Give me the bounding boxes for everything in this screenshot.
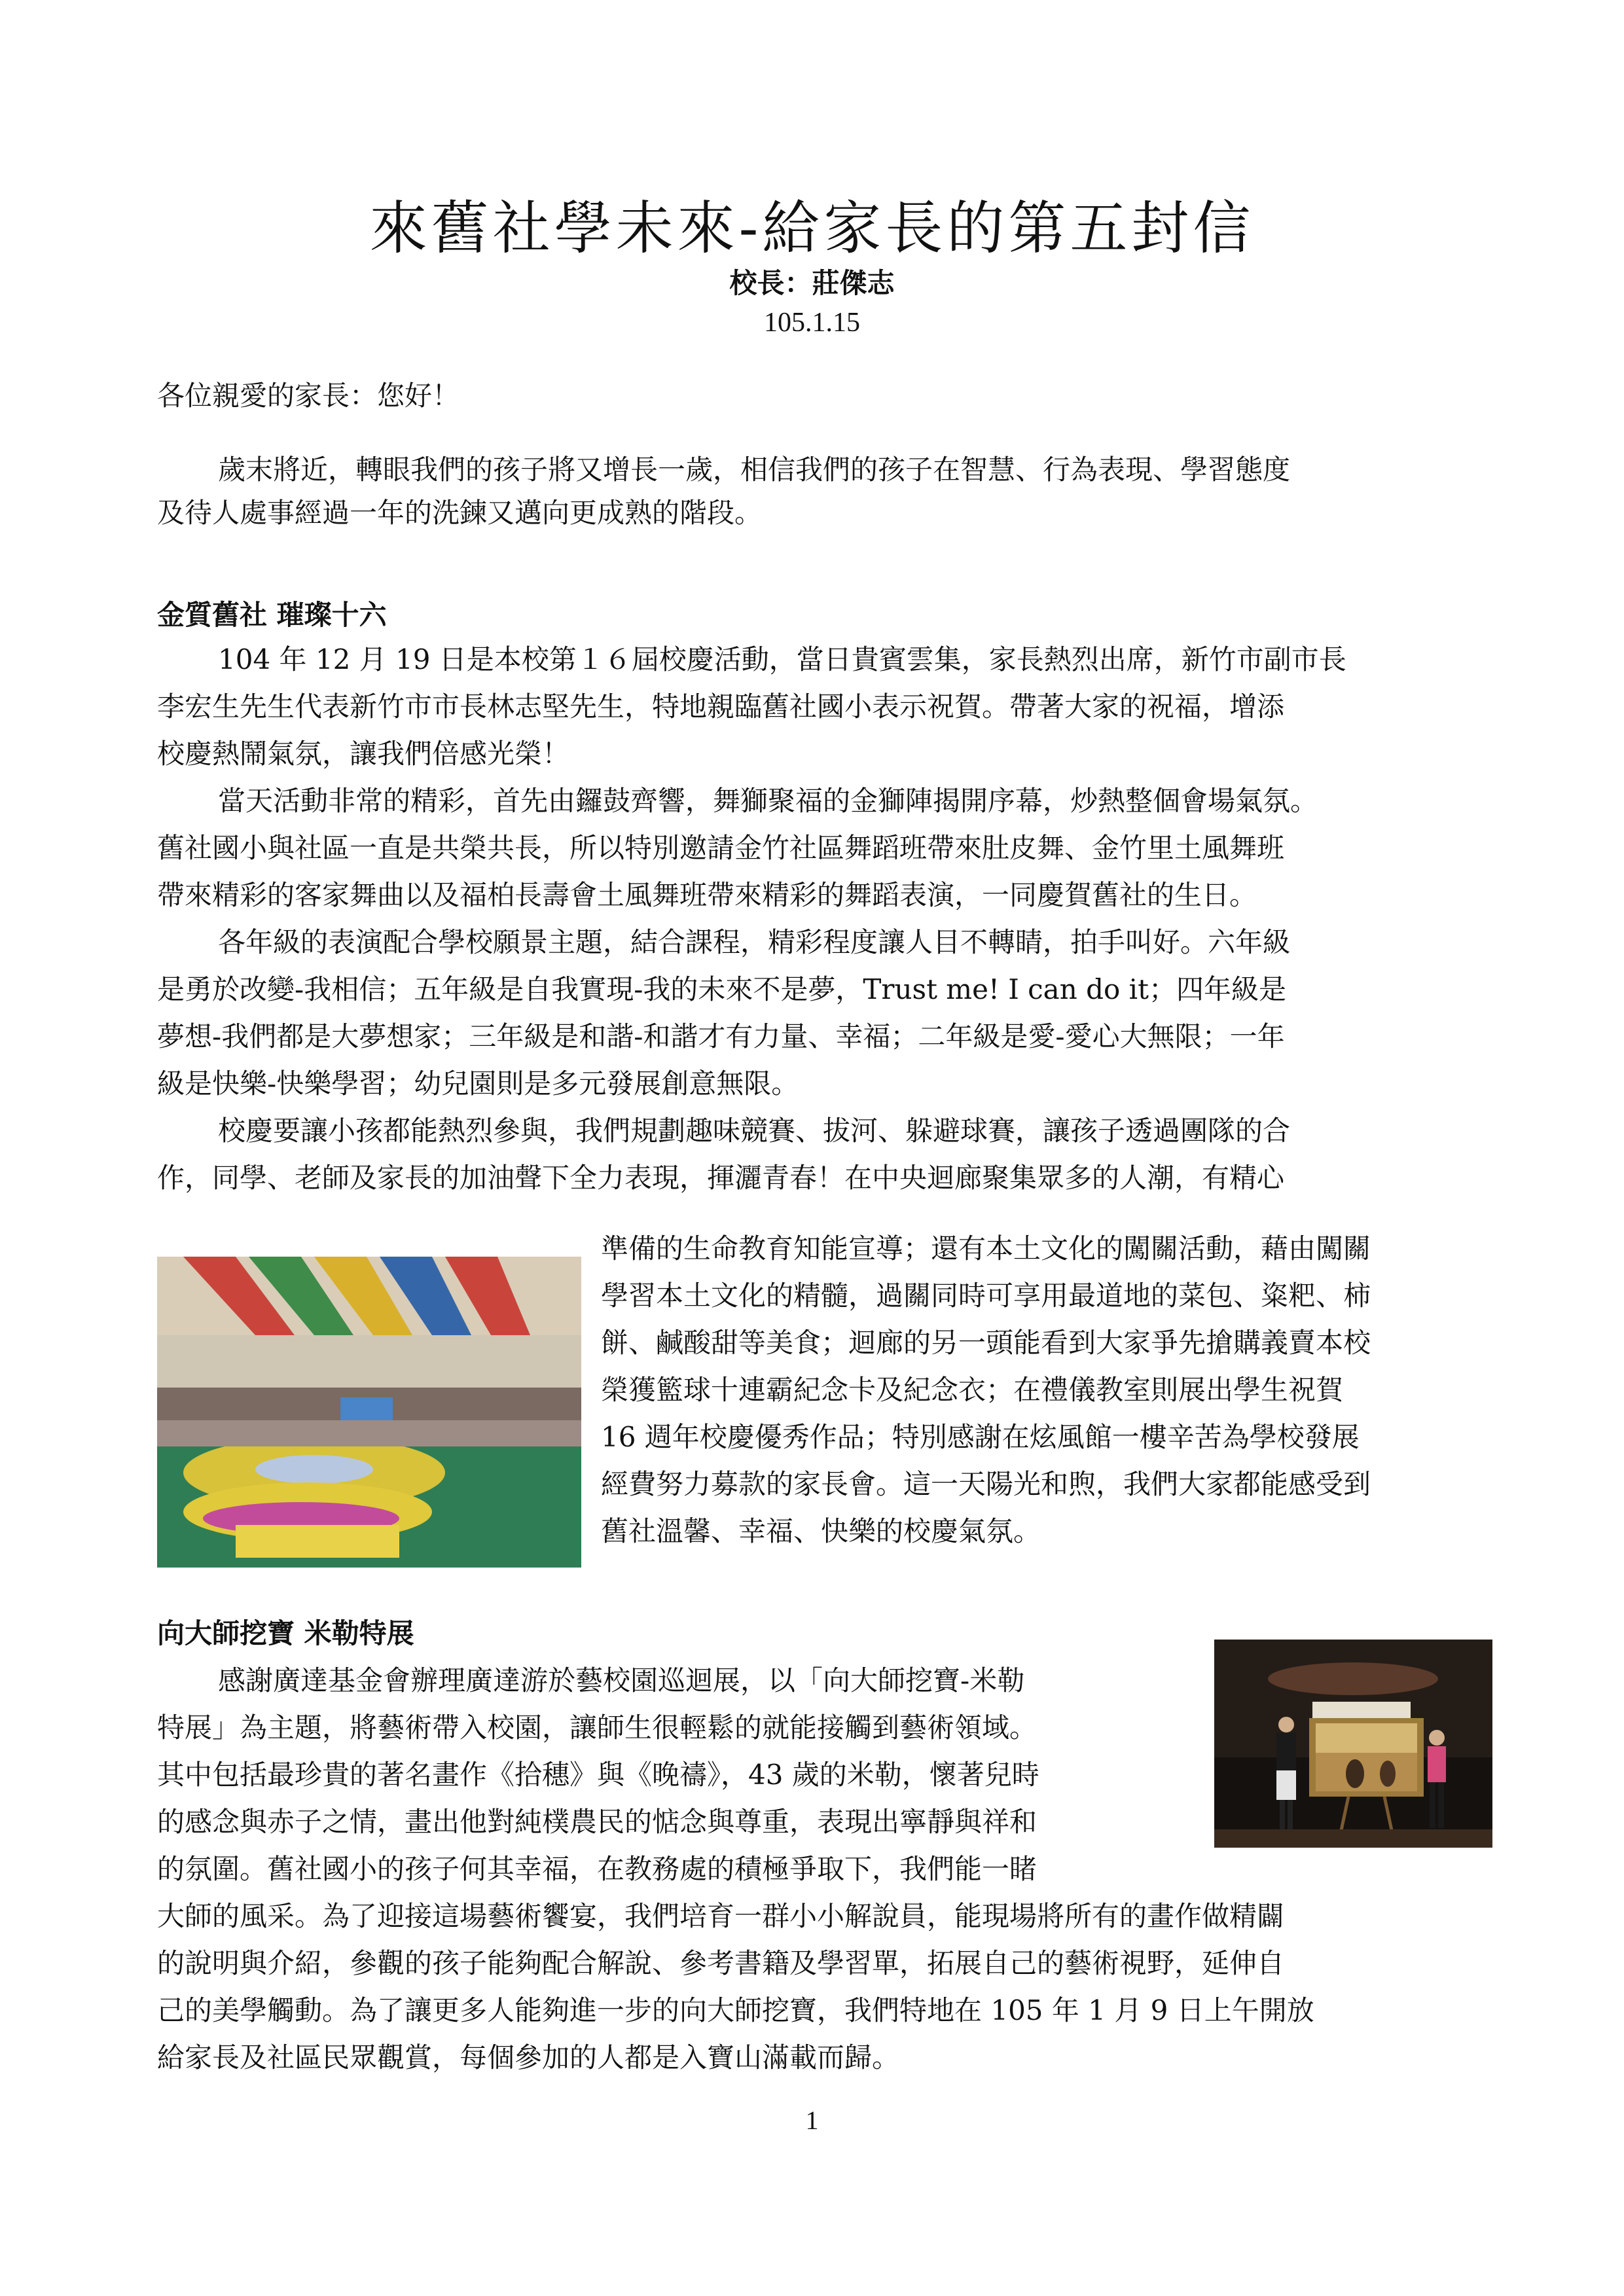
paragraph-line: 當天活動非常的精彩，首先由鑼鼓齊響，舞獅聚福的金獅陣揭開序幕，炒熱整個會場氣氛。 [218,785,1318,817]
intro-line: 歲末將近，轉眼我們的孩子將又增長一歲，相信我們的孩子在智慧、行為表現、學習態度 [218,454,1291,486]
paragraph-line: 104 年 12 月 19 日是本校第１６屆校慶活動，當日貴賓雲集，家長熱烈出席，新竹市副市長 [218,643,1346,675]
millet-exhibition-photo [1214,1640,1492,1848]
paragraph-line: 級是快樂-快樂學習；幼兒園則是多元發展創意無限。 [157,1067,799,1100]
paragraph-line: 餅、鹹酸甜等美食；迴廊的另一頭能看到大家爭先搶購義賣本校 [601,1327,1371,1359]
intro-line: 及待人處事經過一年的洗鍊又邁向更成熟的階段。 [157,497,763,529]
paragraph-line: 感謝廣達基金會辦理廣達游於藝校園巡迴展，以「向大師挖寶-米勒 [218,1664,1025,1696]
paragraph-line: 己的美學觸動。為了讓更多人能夠進一步的向大師挖寶，我們特地在 105 年 1 月 9 日上午開放 [157,1994,1314,2026]
paragraph-line: 的說明與介紹，參觀的孩子能夠配合解說、參考書籍及學習單，拓展自己的藝術視野，延伸自 [157,1947,1285,1979]
page-title: 來舊社學未來-給家長的第五封信 [369,194,1255,262]
paragraph-line: 的氛圍。舊社國小的孩子何其幸福，在教務處的積極爭取下，我們能一睹 [157,1853,1038,1885]
paragraph-line: 準備的生命教育知能宣導；還有本土文化的闖關活動，藉由闖關 [601,1232,1371,1265]
paragraph-line: 舊社溫馨、幸福、快樂的校慶氣氛。 [601,1515,1041,1547]
page-number: 1 [805,2106,819,2135]
paragraph-line: 的感念與赤子之情，畫出他對純樸農民的惦念與尊重，表現出寧靜與祥和 [157,1806,1038,1838]
anniversary-performance-photo [157,1257,581,1568]
paragraph-line: 夢想-我們都是大夢想家；三年級是和諧-和諧才有力量、幸福；二年級是愛-愛心大無限；一年 [157,1020,1285,1052]
paragraph-line: 舊社國小與社區一直是共榮共長，所以特別邀請金竹社區舞蹈班帶來肚皮舞、金竹里土風舞班 [157,832,1285,864]
greeting: 各位親愛的家長：您好！ [157,380,460,412]
paragraph-line: 校慶熱鬧氣氛，讓我們倍感光榮！ [157,738,570,770]
principal-name: 校長：莊傑志 [729,267,895,299]
paragraph-line: 特展」為主題，將藝術帶入校園，讓師生很輕鬆的就能接觸到藝術領域。 [157,1712,1038,1744]
paragraph-line: 學習本土文化的精髓，過關同時可享用最道地的菜包、粢粑、柿 [601,1280,1371,1312]
paragraph-line: 大師的風采。為了迎接這場藝術饗宴，我們培育一群小小解說員，能現場將所有的畫作做精闢 [157,1900,1285,1932]
paragraph-line: 校慶要讓小孩都能熱烈參與，我們規劃趣味競賽、拔河、躲避球賽，讓孩子透過團隊的合 [218,1115,1291,1147]
paragraph-line: 帶來精彩的客家舞曲以及福柏長壽會土風舞班帶來精彩的舞蹈表演，一同慶賀舊社的生日。 [157,879,1257,911]
paragraph-line: 各年級的表演配合學校願景主題，結合課程，精彩程度讓人目不轉睛，拍手叫好。六年級 [218,926,1291,958]
section-heading-millet: 向大師挖寶 米勒特展 [157,1617,414,1649]
paragraph-line: 經費努力募款的家長會。這一天陽光和煦，我們大家都能感受到 [601,1468,1371,1500]
paragraph-line: 給家長及社區民眾觀賞，每個參加的人都是入寶山滿載而歸。 [157,2041,900,2073]
paragraph-line: 其中包括最珍貴的著名畫作《拾穗》與《晚禱》，43 歲的米勒，懷著兒時 [157,1759,1039,1791]
paragraph-line: 李宏生先生代表新竹市市長林志堅先生，特地親臨舊社國小表示祝賀。帶著大家的祝福，增添 [157,691,1285,723]
section-heading-anniversary: 金質舊社 璀璨十六 [157,599,387,631]
paragraph-line: 是勇於改變-我相信；五年級是自我實現-我的未來不是夢，Trust me! I can do it；四年級是 [157,973,1286,1005]
paragraph-line: 作，同學、老師及家長的加油聲下全力表現，揮灑青春！在中央迴廊聚集眾多的人潮，有精心 [157,1162,1285,1194]
paragraph-line: 榮獲籃球十連霸紀念卡及紀念衣；在禮儀教室則展出學生祝賀 [601,1374,1344,1406]
paragraph-line: 16 週年校慶優秀作品；特別感謝在炫風館一樓辛苦為學校發展 [601,1421,1360,1453]
letter-date: 105.1.15 [764,308,860,338]
